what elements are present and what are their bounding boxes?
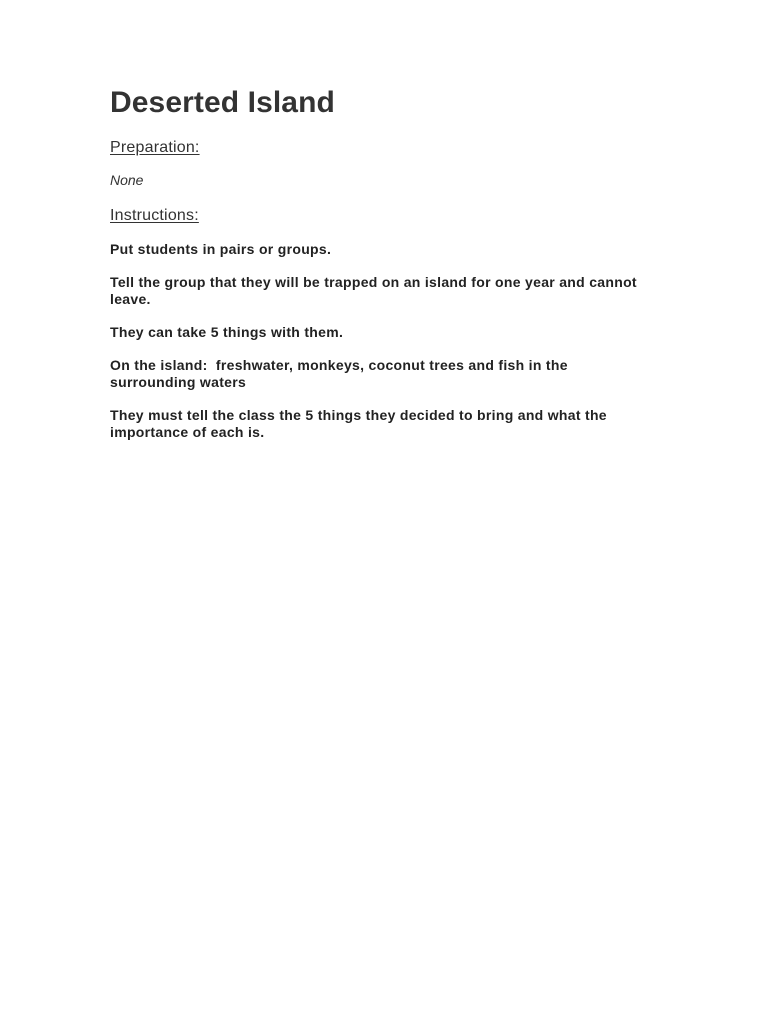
preparation-value: None: [110, 172, 144, 188]
instruction-item: They must tell the class the 5 things they decided to bring and what the importance of each is.: [110, 407, 612, 440]
instructions-heading: Instructions:: [110, 207, 199, 224]
instructions-list: [110, 241, 650, 441]
preparation-heading: Preparation:: [110, 139, 200, 156]
instruction-item: Tell the group that they will be trapped on an island for one year and cannot leave.: [110, 274, 642, 307]
instruction-item: On the island: freshwater, monkeys, coconut trees and fish in the surrounding waters: [110, 357, 572, 390]
page-title: Deserted Island: [110, 86, 335, 119]
instruction-item: Put students in pairs or groups.: [110, 241, 332, 257]
instruction-item: They can take 5 things with them.: [110, 324, 344, 340]
document-page: [110, 84, 650, 457]
